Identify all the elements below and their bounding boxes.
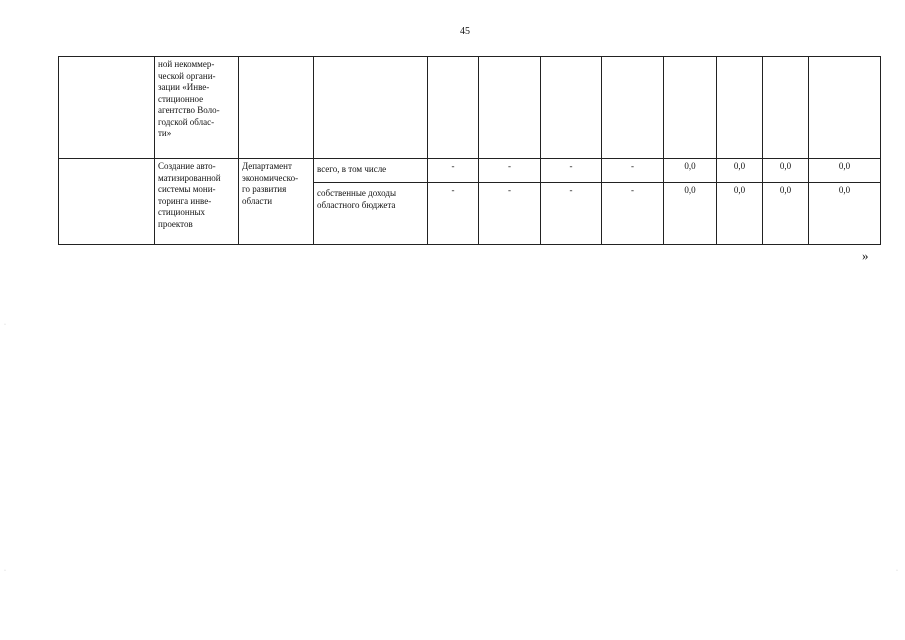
cell-empty: [602, 57, 664, 159]
funding-source-line: областного бюджета: [317, 199, 396, 210]
scan-artifact-dot: ·: [4, 568, 6, 574]
continuation-line: ческой органи-: [158, 70, 216, 81]
value-cell: 0,0: [664, 159, 717, 183]
budget-table: [58, 56, 881, 245]
value-cell: 0,0: [664, 183, 717, 245]
value-cell: 0,0: [809, 159, 881, 183]
value-cell: 0,0: [717, 159, 763, 183]
table-row-total: [59, 159, 881, 183]
measure-line: Создание авто-: [158, 161, 216, 171]
table-row-continuation: [59, 57, 881, 159]
scan-artifact-dot: ·: [896, 568, 898, 574]
cell-empty-first: [59, 57, 155, 159]
value-cell: 0,0: [717, 183, 763, 245]
value-cell: -: [602, 183, 664, 245]
continuation-text-cell: [155, 57, 239, 159]
funding-source-total: всего, в том числе: [314, 159, 428, 183]
cell-empty: [239, 57, 314, 159]
value-cell: 0,0: [763, 159, 809, 183]
executor-line: экономическо-: [242, 172, 299, 183]
continuation-line: годской облас-: [158, 116, 215, 127]
value-cell: -: [541, 183, 602, 245]
continuation-line: стиционное: [158, 93, 204, 104]
closing-quote: »: [862, 248, 869, 263]
cell-empty: [717, 57, 763, 159]
executor-cell: [239, 159, 314, 245]
funding-source-own-revenue: [314, 183, 428, 245]
value-cell: -: [541, 159, 602, 183]
executor-line: области: [242, 195, 273, 206]
measure-line: проектов: [158, 218, 193, 229]
cell-empty-first: [59, 159, 155, 245]
value-cell: 0,0: [763, 183, 809, 245]
value-cell: -: [479, 159, 541, 183]
cell-empty: [479, 57, 541, 159]
cell-empty: [763, 57, 809, 159]
cell-empty: [428, 57, 479, 159]
page-number: 45: [460, 26, 470, 37]
value-cell: -: [428, 183, 479, 245]
value-cell: -: [428, 159, 479, 183]
measure-line: матизированной: [158, 172, 221, 183]
measure-line: системы мони-: [158, 184, 216, 194]
measure-line: торинга инве-: [158, 195, 212, 206]
cell-empty: [541, 57, 602, 159]
cell-empty: [314, 57, 428, 159]
executor-line: го развития: [242, 184, 287, 194]
cell-empty: [809, 57, 881, 159]
value-cell: -: [602, 159, 664, 183]
continuation-line: зации «Инве-: [158, 82, 210, 92]
cell-empty: [664, 57, 717, 159]
continuation-line: ной некоммер-: [158, 59, 215, 69]
funding-source-line: собственные доходы: [317, 188, 396, 198]
measure-line: стиционных: [158, 207, 206, 217]
measure-name-cell: [155, 159, 239, 245]
value-cell: 0,0: [809, 183, 881, 245]
scan-artifact-dot: ·: [4, 322, 6, 328]
continuation-line: ти»: [158, 128, 172, 138]
executor-line: Департамент: [242, 161, 292, 171]
value-cell: -: [479, 183, 541, 245]
continuation-line: агентство Воло-: [158, 105, 220, 115]
